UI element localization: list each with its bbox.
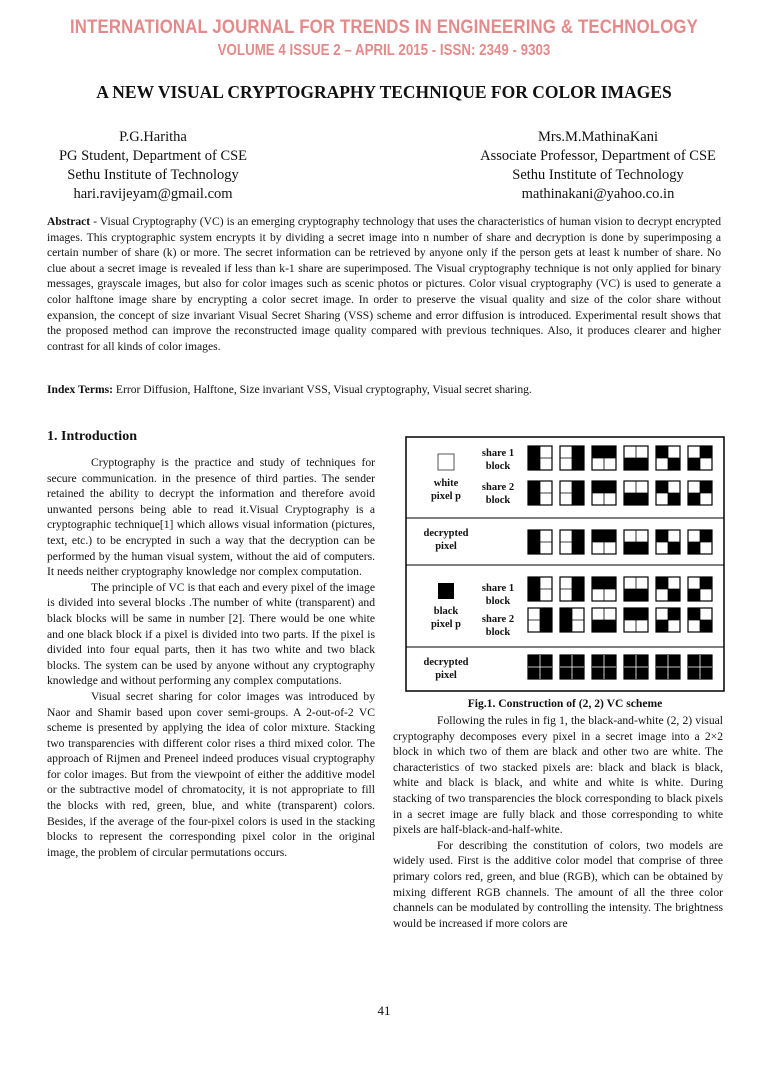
black-pixel-swatch [438, 583, 454, 599]
figure-block [592, 530, 616, 554]
figure-block [560, 577, 584, 601]
figure-block [656, 481, 680, 505]
figure-block [624, 446, 648, 470]
author-2 [456, 128, 740, 204]
figure-block [688, 655, 712, 679]
index-terms-text: Error Diffusion, Halftone, Size invariant VSS, Visual cryptography, Visual secret sharing. [113, 383, 532, 396]
figure-block [528, 530, 552, 554]
figure-caption: Fig.1. Construction of (2, 2) VC scheme [467, 697, 663, 710]
figure-block [624, 577, 648, 601]
figure-block [560, 608, 584, 632]
figure-block [592, 655, 616, 679]
index-terms-label: Index Terms: [47, 383, 114, 396]
abstract-text: - Visual Cryptography (VC) is an emerging cryptography technology that uses the characteristics of human vision to decrypt encrypted images. This cryptographic system encrypts it by dividing a secret image into n number of share and decryption is done by superimposing a certain number of share (k) or more. The secret information can be retrieved by anyone only if the person gets at least k number of share. No clue about a secret image is revealed if less than k-1 share are superimposed. The Visual cryptography technique is not only applied for binary messages, grayscale images, but also for color images such as scenic photos or pictures. Color visual cryptography (VC) is used to generate a color halftone image share by encrypting a color secret image. In order to preserve the visual quality and size of the color share without expansion, the concept of size invariant Visual Secret Sharing (VSS) scheme and error diffusion is introduced. Experimental result shows that the proposed method can improve the reconstructed image quality compared with previous techniques. Also, it produces clearer and higher contrast for all kinds of color images. [47, 215, 721, 353]
share1-label-black: share 1 [481, 583, 515, 594]
figure-block [528, 446, 552, 470]
author-1-email: hari.ravijeyam@gmail.com [73, 186, 233, 202]
page-number: 41 [377, 1003, 391, 1018]
share2-label: share 2 [481, 482, 515, 493]
decrypted-pixel-label-1: pixel [435, 541, 457, 552]
author-2-role: Associate Professor, Department of CSE [480, 148, 716, 164]
figure-block [560, 655, 584, 679]
figure-block [656, 608, 680, 632]
vc-scheme-figure [405, 436, 725, 692]
decrypted-label-1: decrypted [423, 528, 469, 539]
decrypted-pixel-label-2: pixel [435, 670, 457, 681]
paper-title: A NEW VISUAL CRYPTOGRAPHY TECHNIQUE FOR COLOR IMAGES [96, 82, 672, 102]
intro-paragraph-2: The principle of VC is that each and every pixel of the image is divided into several blocks .The number of white (transparent) and black blocks will be same in number [2]. There would be one white and one black block if a pixel is divided into two parts. If the pixel is divided into four equal parts, then it has two white and two black blocks. The system can be used by anyone without any cryptography knowledge and without performing any complex computations. [47, 580, 375, 688]
figure-blocks [528, 446, 712, 679]
share2-block-label: block [485, 495, 511, 506]
figure-block [656, 577, 680, 601]
intro-paragraph-1: Cryptography is the practice and study of techniques for secure communication. in the presence of third parties. The sender retained the ability to decrypt the information and therefore avoid unwanted persons being able to read it.Visual Cryptography is a cryptographic technique[1] which allows visual information (pictures, text, etc.) to be encrypted in such a way that the decryption can be performed by the human visual system, without the aid of computers. It needs neither cryptography knowledge nor complex computation. [47, 456, 375, 579]
figure-block [624, 481, 648, 505]
intro-heading: 1. Introduction [47, 429, 137, 444]
share2-block-label-black: block [485, 627, 511, 638]
author-1-name: P.G.Haritha [119, 129, 187, 145]
journal-issue: VOLUME 4 ISSUE 2 – APRIL 2015 - ISSN: 2349 - 9303 [217, 42, 551, 59]
intro-body [47, 455, 375, 860]
journal-name: INTERNATIONAL JOURNAL FOR TRENDS IN ENGINEERING & TECHNOLOGY [69, 16, 699, 38]
figure-block [688, 608, 712, 632]
index-terms [47, 382, 721, 398]
figure-block [592, 481, 616, 505]
abstract [47, 214, 721, 354]
figure-block [688, 481, 712, 505]
figure-block [624, 530, 648, 554]
white-pixel-swatch [438, 454, 454, 470]
decrypted-label-2: decrypted [423, 657, 469, 668]
figure-block [528, 481, 552, 505]
share1-block-label-black: block [485, 596, 511, 607]
white-pixel-label: white [433, 478, 459, 489]
author-2-institute: Sethu Institute of Technology [512, 167, 684, 183]
author-1-role: PG Student, Department of CSE [58, 148, 248, 164]
author-1 [40, 128, 266, 204]
figure-block [624, 608, 648, 632]
share2-label-black: share 2 [481, 614, 515, 625]
figure-block [592, 608, 616, 632]
share1-block-label: block [485, 461, 511, 472]
right-column-body [393, 713, 723, 931]
black-pixel-label: black [433, 606, 459, 617]
figure-block [624, 655, 648, 679]
abstract-label: Abstract [47, 215, 91, 228]
figure-block [560, 530, 584, 554]
right-paragraph-1: Following the rules in fig 1, the black-and-white (2, 2) visual cryptography decomposes every pixel in a secret image into a 2×2 block in which two of them are black and other two are white. The characteristics of two stacked pixels are: black and black is black, white and black is black, and white and white is white. During stacking of two transparencies the block corresponding to black pixels in a secret image are fully black and those corresponding to white pixels are half-black-and-half-white. [393, 714, 723, 837]
author-2-email: mathinakani@yahoo.co.in [521, 186, 675, 202]
author-1-institute: Sethu Institute of Technology [67, 167, 239, 183]
figure-block [560, 481, 584, 505]
figure-block [656, 446, 680, 470]
figure-block [688, 446, 712, 470]
black-pixel-p-label: pixel p [430, 619, 462, 630]
figure-block [528, 577, 552, 601]
figure-block [560, 446, 584, 470]
figure-block [528, 608, 552, 632]
share1-label: share 1 [481, 448, 515, 459]
figure-block [592, 446, 616, 470]
figure-block [656, 530, 680, 554]
figure-block [656, 655, 680, 679]
author-2-name: Mrs.M.MathinaKani [537, 129, 658, 145]
figure-block [592, 577, 616, 601]
right-paragraph-2: For describing the constitution of colors, two models are widely used. First is the additive color model that comprise of three primary colors red, green, and blue (RGB), which can be obtained by mixing different RGB channels. The amount of all the three color channels can be modulated by controlling the intensity. The brightness would be increased if more colors are [393, 838, 723, 930]
figure-block [528, 655, 552, 679]
intro-paragraph-3: Visual secret sharing for color images was introduced by Naor and Shamir based upon cover semi-groups. A 2-out-of-2 VC scheme is presented by applying the idea of color mixture. Stacking two transparencies with different color rises a third mixed color. The approach of Rijmen and Preneel indeed produces visual cryptography for color images. But from the viewpoint of either the additive model or the subtractive model of chromatocity, it is not appropriate to fill the blocks with red, green, blue, and white (transparent) colors. Besides, if the average of the four-pixel colors is used in the stacking blocks to represent the corresponding pixel color in the original image, the problem of circular permutations occurs. [47, 689, 375, 859]
figure-block [688, 577, 712, 601]
white-pixel-p-label: pixel p [430, 491, 462, 502]
figure-block [688, 530, 712, 554]
